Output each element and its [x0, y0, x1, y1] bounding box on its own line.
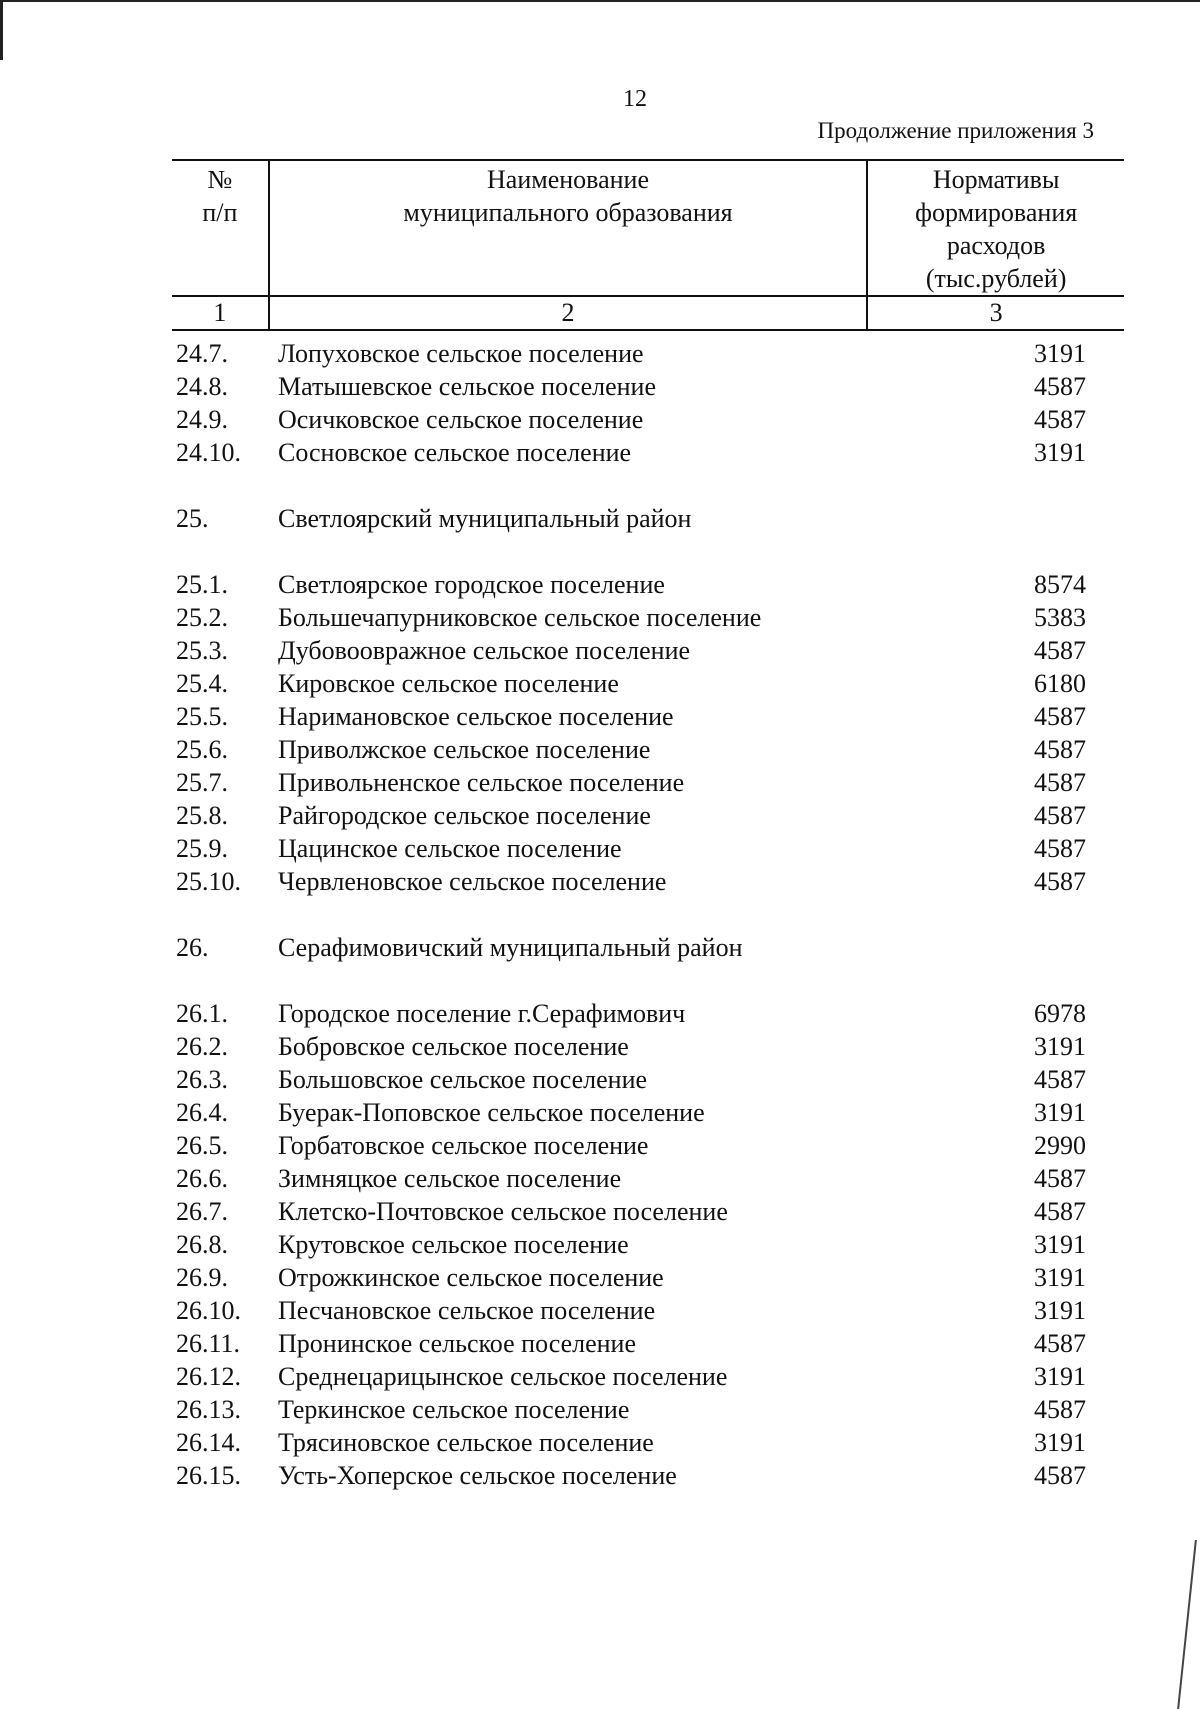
expense-norm-value: 4587	[1034, 834, 1086, 863]
table-row	[0, 1097, 1200, 1129]
expense-norm-value: 4587	[1034, 1197, 1086, 1226]
table-row	[0, 602, 1200, 634]
expense-norm-value: 4587	[1034, 768, 1086, 797]
row-number: 25.3.	[176, 636, 228, 665]
expense-norm-value: 4587	[1034, 372, 1086, 401]
municipality-name: Крутовское сельское поселение	[278, 1230, 629, 1259]
table-row	[0, 371, 1200, 403]
expense-norm-value: 4587	[1034, 405, 1086, 434]
expense-norm-value: 4587	[1034, 801, 1086, 830]
row-number: 24.7.	[176, 339, 228, 368]
expense-norm-value: 4587	[1034, 735, 1086, 764]
row-number: 26.14.	[176, 1428, 241, 1457]
row-number: 26.3.	[176, 1065, 228, 1094]
row-number: 25.	[176, 504, 209, 533]
expense-norm-value: 3191	[1034, 1296, 1086, 1325]
municipality-name: Отрожкинское сельское поселение	[278, 1263, 664, 1292]
row-number: 26.9.	[176, 1263, 228, 1292]
district-row	[0, 932, 1200, 964]
expense-norm-value: 4587	[1034, 1461, 1086, 1490]
table-row	[0, 1361, 1200, 1393]
district-name: Светлоярский муниципальный район	[278, 504, 692, 533]
table-row	[0, 1394, 1200, 1426]
expense-norm-value: 3191	[1034, 1428, 1086, 1457]
row-number: 25.7.	[176, 768, 228, 797]
table-row	[0, 668, 1200, 700]
row-number: 24.10.	[176, 438, 241, 467]
district-name: Серафимовичский муниципальный район	[278, 933, 743, 962]
expense-norm-value: 3191	[1034, 438, 1086, 467]
expense-norm-value: 3191	[1034, 1362, 1086, 1391]
municipality-name: Большовское сельское поселение	[278, 1065, 648, 1094]
expense-norm-value: 4587	[1034, 1164, 1086, 1193]
municipality-name: Лопуховское сельское поселение	[278, 339, 644, 368]
municipality-name: Буерак-Поповское сельское поселение	[278, 1098, 705, 1127]
municipality-name: Городское поселение г.Серафимович	[278, 999, 686, 1028]
row-number: 25.8.	[176, 801, 228, 830]
header-numbers-row	[172, 296, 1124, 330]
expense-norm-value: 6180	[1034, 669, 1086, 698]
municipality-name: Светлоярское городское поселение	[278, 570, 665, 599]
table-row	[0, 1460, 1200, 1492]
municipality-name: Наримановское сельское поселение	[278, 702, 674, 731]
row-number: 26.15.	[176, 1461, 241, 1490]
table-row	[0, 701, 1200, 733]
municipality-name: Большечапурниковское сельское поселение	[278, 603, 762, 632]
municipality-name: Пронинское сельское поселение	[278, 1329, 637, 1358]
row-number: 26.11.	[176, 1329, 241, 1358]
expense-norm-value: 8574	[1034, 570, 1086, 599]
expense-norm-value: 4587	[1034, 1395, 1086, 1424]
table-row	[0, 833, 1200, 865]
expense-norm-value: 3191	[1034, 1263, 1086, 1292]
header-col2-number: 2	[269, 296, 868, 330]
table-row	[0, 1295, 1200, 1327]
district-row	[0, 503, 1200, 535]
row-number: 24.9.	[176, 405, 228, 434]
municipality-name: Райгородское сельское поселение	[278, 801, 651, 830]
row-number: 26.	[176, 933, 209, 962]
municipality-name: Бобровское сельское поселение	[278, 1032, 629, 1061]
expense-norm-value: 3191	[1034, 339, 1086, 368]
table-row	[0, 1163, 1200, 1195]
expense-norm-value: 2990	[1034, 1131, 1086, 1160]
header-col3-label: Нормативы формирования расходов (тыс.рублей)	[915, 165, 1078, 293]
row-number: 25.2.	[176, 603, 228, 632]
municipality-name: Кировское сельское поселение	[278, 669, 619, 698]
expense-norm-value: 6978	[1034, 999, 1086, 1028]
table-row	[0, 404, 1200, 436]
table-row	[0, 998, 1200, 1030]
row-number: 26.8.	[176, 1230, 228, 1259]
row-number: 25.9.	[176, 834, 228, 863]
row-number: 26.5.	[176, 1131, 228, 1160]
municipality-name: Приволжское сельское поселение	[278, 735, 651, 764]
municipality-name: Горбатовское сельское поселение	[278, 1131, 649, 1160]
scan-edge-left	[0, 0, 3, 60]
municipality-name: Осичковское сельское поселение	[278, 405, 644, 434]
row-number: 25.4.	[176, 669, 228, 698]
row-number: 25.10.	[176, 867, 241, 896]
table-row	[0, 569, 1200, 601]
table-row	[0, 866, 1200, 898]
expense-norm-value: 4587	[1034, 702, 1086, 731]
header-labels-row	[172, 160, 1124, 296]
expense-norm-value: 4587	[1034, 1065, 1086, 1094]
header-col3-number: 3	[989, 298, 1003, 327]
page-number: 12	[623, 86, 647, 112]
table-row	[0, 437, 1200, 469]
table-row	[0, 1262, 1200, 1294]
table-row	[0, 1328, 1200, 1360]
table-row	[0, 800, 1200, 832]
municipality-name: Теркинское сельское поселение	[278, 1395, 630, 1424]
municipality-name: Усть-Хоперское сельское поселение	[278, 1461, 677, 1490]
row-number: 24.8.	[176, 372, 228, 401]
header-col1-label: № п/п	[202, 165, 238, 227]
row-number: 25.5.	[176, 702, 228, 731]
row-number: 26.13.	[176, 1395, 241, 1424]
table-row	[0, 767, 1200, 799]
table-header	[172, 159, 1124, 331]
municipality-name: Песчановское сельское поселение	[278, 1296, 656, 1325]
municipality-name: Матышевское сельское поселение	[278, 372, 656, 401]
municipality-name: Дубовоовражное сельское поселение	[278, 636, 691, 665]
scan-edge-right	[1177, 1540, 1197, 1709]
expense-norm-value: 3191	[1034, 1032, 1086, 1061]
expense-norm-value: 5383	[1034, 603, 1086, 632]
continuation-note: Продолжение приложения 3	[817, 118, 1094, 143]
row-number: 26.4.	[176, 1098, 228, 1127]
row-number: 25.1.	[176, 570, 228, 599]
expense-norm-value: 4587	[1034, 867, 1086, 896]
table-row	[0, 1064, 1200, 1096]
table-row	[0, 1229, 1200, 1261]
municipality-name: Клетско-Почтовское сельское поселение	[278, 1197, 728, 1226]
table-row	[0, 338, 1200, 370]
municipality-name: Привольненское сельское поселение	[278, 768, 685, 797]
header-col1-number: 1	[213, 298, 227, 327]
municipality-name: Сосновское сельское поселение	[278, 438, 632, 467]
table-row	[0, 1427, 1200, 1459]
table-row	[0, 734, 1200, 766]
municipality-name: Зимняцкое сельское поселение	[278, 1164, 622, 1193]
table-row	[0, 1196, 1200, 1228]
expense-norm-value: 3191	[1034, 1098, 1086, 1127]
table-row	[0, 1130, 1200, 1162]
expense-norm-value: 4587	[1034, 1329, 1086, 1358]
row-number: 26.7.	[176, 1197, 228, 1226]
row-number: 26.6.	[176, 1164, 228, 1193]
table-row	[0, 1031, 1200, 1063]
scan-edge-top	[0, 0, 1200, 2]
municipality-name: Червленовское сельское поселение	[278, 867, 667, 896]
header-col2-label: Наименование муниципального образования	[269, 160, 868, 296]
row-number: 26.12.	[176, 1362, 241, 1391]
municipality-name: Цацинское сельское поселение	[278, 834, 622, 863]
row-number: 26.10.	[176, 1296, 241, 1325]
row-number: 25.6.	[176, 735, 228, 764]
row-number: 26.2.	[176, 1032, 228, 1061]
municipality-name: Среднецарицынское сельское поселение	[278, 1362, 728, 1391]
municipality-name: Трясиновское сельское поселение	[278, 1428, 654, 1457]
expense-norm-value: 3191	[1034, 1230, 1086, 1259]
row-number: 26.1.	[176, 999, 228, 1028]
expense-norm-value: 4587	[1034, 636, 1086, 665]
table-row	[0, 635, 1200, 667]
